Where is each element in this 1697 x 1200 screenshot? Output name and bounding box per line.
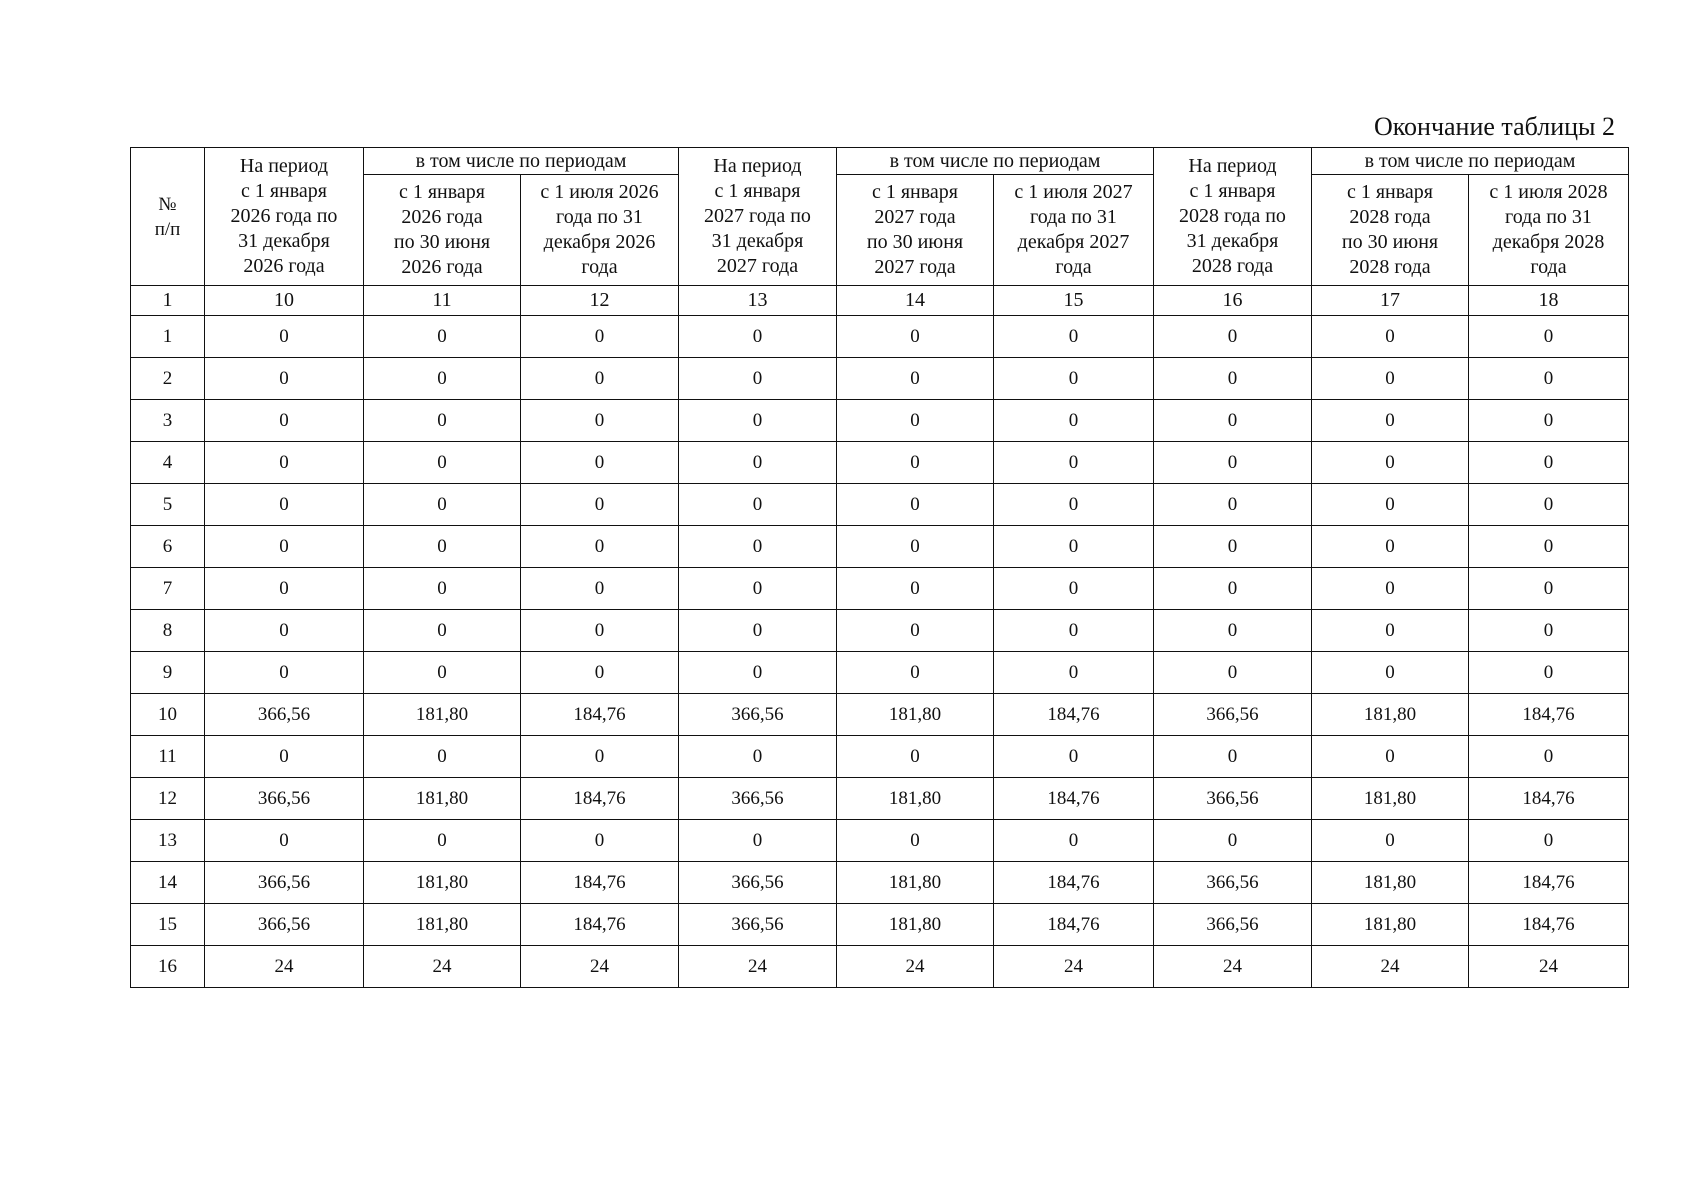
table-cell: 0	[679, 358, 837, 400]
table-cell: 184,76	[521, 694, 679, 736]
table-cell: 184,76	[994, 862, 1154, 904]
table-cell: 0	[205, 316, 364, 358]
header-h1-2028	[1312, 175, 1469, 286]
table-row	[131, 610, 1629, 652]
table-cell: 0	[1469, 316, 1629, 358]
column-number-cell: 12	[521, 286, 679, 316]
row-number-cell: 3	[131, 400, 205, 442]
table-cell: 0	[994, 652, 1154, 694]
table-body	[131, 286, 1629, 988]
header-period-2028	[1154, 148, 1312, 286]
table-cell: 184,76	[1469, 904, 1629, 946]
table-cell: 366,56	[679, 694, 837, 736]
table-cell: 24	[994, 946, 1154, 988]
table-row	[131, 316, 1629, 358]
table-cell: 0	[364, 400, 521, 442]
table-cell: 181,80	[1312, 862, 1469, 904]
table-row	[131, 736, 1629, 778]
table-cell: 0	[364, 316, 521, 358]
header-period-2027-label: На период с 1 января 2027 года по 31 декабря 2027 года	[704, 155, 811, 277]
column-number-cell: 13	[679, 286, 837, 316]
table-cell: 0	[837, 820, 994, 862]
column-number-cell: 18	[1469, 286, 1629, 316]
table-cell: 0	[994, 736, 1154, 778]
table-cell: 24	[679, 946, 837, 988]
table-cell: 0	[1312, 316, 1469, 358]
header-h2-2027	[994, 175, 1154, 286]
table-cell: 366,56	[205, 694, 364, 736]
row-number-cell: 9	[131, 652, 205, 694]
data-table	[130, 147, 1629, 988]
table-cell: 0	[1154, 484, 1312, 526]
table-cell: 0	[521, 652, 679, 694]
table-cell: 0	[1154, 736, 1312, 778]
table-header	[131, 148, 1629, 286]
column-number-cell: 15	[994, 286, 1154, 316]
table-cell: 0	[994, 820, 1154, 862]
table-row	[131, 694, 1629, 736]
header-period-2026	[205, 148, 364, 286]
table-cell: 0	[837, 442, 994, 484]
table-cell: 0	[205, 526, 364, 568]
table-cell: 0	[521, 526, 679, 568]
header-h1-2028-label: с 1 января 2028 года по 30 июня 2028 года	[1341, 181, 1439, 278]
row-number-cell: 4	[131, 442, 205, 484]
table-caption: Окончание таблицы 2	[1373, 112, 1615, 141]
table-cell: 366,56	[205, 862, 364, 904]
column-number-cell: 11	[364, 286, 521, 316]
table-cell: 184,76	[1469, 694, 1629, 736]
table-cell: 0	[1312, 442, 1469, 484]
table-cell: 0	[679, 442, 837, 484]
table-cell: 181,80	[1312, 694, 1469, 736]
table-row	[131, 400, 1629, 442]
table-cell: 0	[1469, 484, 1629, 526]
table-cell: 0	[994, 610, 1154, 652]
table-cell: 0	[521, 820, 679, 862]
table-cell: 0	[205, 400, 364, 442]
row-number-cell: 15	[131, 904, 205, 946]
row-number-cell: 14	[131, 862, 205, 904]
table-cell: 366,56	[205, 778, 364, 820]
table-cell: 0	[1154, 442, 1312, 484]
table-cell: 0	[994, 442, 1154, 484]
header-h2-2026	[521, 175, 679, 286]
table-cell: 0	[205, 358, 364, 400]
table-cell: 0	[364, 484, 521, 526]
table-cell: 0	[205, 442, 364, 484]
header-h1-2026	[364, 175, 521, 286]
table-cell: 0	[994, 568, 1154, 610]
header-h1-2027	[837, 175, 994, 286]
table-cell: 181,80	[837, 778, 994, 820]
table-cell: 0	[1312, 484, 1469, 526]
table-cell: 184,76	[1469, 862, 1629, 904]
table-row	[131, 358, 1629, 400]
table-row	[131, 820, 1629, 862]
table-cell: 0	[679, 736, 837, 778]
table-cell: 0	[1312, 358, 1469, 400]
table-cell: 0	[1469, 358, 1629, 400]
header-row-number-label: № п/п	[154, 193, 181, 240]
table-cell: 0	[364, 652, 521, 694]
column-number-cell: 10	[205, 286, 364, 316]
table-cell: 0	[521, 484, 679, 526]
header-period-2028-label: На период с 1 января 2028 года по 31 декабря 2028 года	[1179, 155, 1286, 277]
header-h1-2026-label: с 1 января 2026 года по 30 июня 2026 года	[393, 181, 491, 278]
table-cell: 0	[679, 400, 837, 442]
table-cell: 0	[521, 610, 679, 652]
table-cell: 0	[364, 442, 521, 484]
table-cell: 0	[837, 610, 994, 652]
table-cell: 0	[521, 358, 679, 400]
table-cell: 0	[205, 568, 364, 610]
table-cell: 0	[1154, 316, 1312, 358]
table-cell: 0	[205, 484, 364, 526]
header-h2-2028-label: с 1 июля 2028 года по 31 декабря 2028 года	[1489, 181, 1608, 278]
table-cell: 0	[837, 736, 994, 778]
table-cell: 0	[994, 400, 1154, 442]
column-number-cell: 14	[837, 286, 994, 316]
table-cell: 0	[679, 652, 837, 694]
table-cell: 0	[994, 484, 1154, 526]
table-cell: 0	[679, 820, 837, 862]
table-cell: 184,76	[1469, 778, 1629, 820]
table-cell: 0	[1312, 400, 1469, 442]
table-cell: 0	[679, 568, 837, 610]
table-row	[131, 442, 1629, 484]
table-cell: 0	[1312, 820, 1469, 862]
table-cell: 0	[1469, 400, 1629, 442]
table-cell: 0	[994, 526, 1154, 568]
table-cell: 181,80	[364, 862, 521, 904]
table-cell: 184,76	[521, 778, 679, 820]
table-cell: 0	[364, 568, 521, 610]
row-number-cell: 10	[131, 694, 205, 736]
table-cell: 366,56	[679, 862, 837, 904]
column-number-row	[131, 286, 1629, 316]
column-number-cell: 17	[1312, 286, 1469, 316]
table-cell: 0	[521, 736, 679, 778]
table-cell: 0	[1154, 610, 1312, 652]
row-number-cell: 6	[131, 526, 205, 568]
header-subperiods-2026-label: в том числе по периодам	[415, 149, 627, 172]
table-cell: 0	[364, 820, 521, 862]
table-cell: 181,80	[364, 778, 521, 820]
table-cell: 366,56	[679, 904, 837, 946]
table-cell: 0	[1154, 400, 1312, 442]
table-cell: 0	[679, 316, 837, 358]
table-cell: 0	[837, 652, 994, 694]
header-row-number	[131, 148, 205, 286]
row-number-cell: 7	[131, 568, 205, 610]
table-cell: 184,76	[521, 904, 679, 946]
header-subperiods-2028	[1312, 148, 1629, 175]
row-number-cell: 12	[131, 778, 205, 820]
row-number-cell: 5	[131, 484, 205, 526]
table-cell: 0	[1469, 610, 1629, 652]
table-cell: 181,80	[837, 862, 994, 904]
table-cell: 0	[837, 400, 994, 442]
row-number-cell: 16	[131, 946, 205, 988]
header-period-2027	[679, 148, 837, 286]
table-row	[131, 484, 1629, 526]
column-number-cell: 1	[131, 286, 205, 316]
table-cell: 0	[205, 820, 364, 862]
table-cell: 24	[205, 946, 364, 988]
table-cell: 0	[1154, 526, 1312, 568]
table-cell: 181,80	[837, 694, 994, 736]
table-cell: 181,80	[364, 904, 521, 946]
header-subperiods-2027-label: в том числе по периодам	[889, 149, 1101, 172]
table-cell: 0	[837, 358, 994, 400]
table-cell: 0	[1154, 358, 1312, 400]
row-number-cell: 13	[131, 820, 205, 862]
table-cell: 0	[521, 568, 679, 610]
row-number-cell: 2	[131, 358, 205, 400]
table-row	[131, 568, 1629, 610]
header-subperiods-2028-label: в том числе по периодам	[1364, 149, 1576, 172]
table-cell: 0	[1154, 568, 1312, 610]
table-cell: 24	[1312, 946, 1469, 988]
table-cell: 366,56	[679, 778, 837, 820]
table-cell: 184,76	[521, 862, 679, 904]
table-cell: 0	[1312, 526, 1469, 568]
table-cell: 24	[521, 946, 679, 988]
table-cell: 0	[1469, 820, 1629, 862]
table-cell: 0	[1469, 652, 1629, 694]
table-cell: 0	[1469, 736, 1629, 778]
table-cell: 0	[205, 736, 364, 778]
table-cell: 0	[1469, 526, 1629, 568]
header-h2-2027-label: с 1 июля 2027 года по 31 декабря 2027 года	[1014, 181, 1133, 278]
table-cell: 0	[1154, 820, 1312, 862]
table-cell: 0	[994, 358, 1154, 400]
table-cell: 181,80	[1312, 904, 1469, 946]
table-cell: 184,76	[994, 694, 1154, 736]
table-cell: 366,56	[1154, 778, 1312, 820]
table-cell: 184,76	[994, 778, 1154, 820]
table-cell: 366,56	[1154, 862, 1312, 904]
table-cell: 24	[1154, 946, 1312, 988]
header-h1-2027-label: с 1 января 2027 года по 30 июня 2027 года	[866, 181, 964, 278]
header-subperiods-2026	[364, 148, 679, 175]
table-cell: 0	[521, 442, 679, 484]
table-cell: 0	[1312, 736, 1469, 778]
table-cell: 0	[364, 736, 521, 778]
table-cell: 181,80	[837, 904, 994, 946]
table-row	[131, 526, 1629, 568]
column-number-cell: 16	[1154, 286, 1312, 316]
table-cell: 0	[205, 610, 364, 652]
table-cell: 0	[837, 484, 994, 526]
table-cell: 0	[679, 610, 837, 652]
table-cell: 0	[1154, 652, 1312, 694]
table-cell: 0	[205, 652, 364, 694]
table-cell: 0	[1312, 652, 1469, 694]
table-cell: 366,56	[205, 904, 364, 946]
table-row	[131, 946, 1629, 988]
table-cell: 24	[364, 946, 521, 988]
table-cell: 0	[837, 316, 994, 358]
table-cell: 0	[679, 526, 837, 568]
row-number-cell: 1	[131, 316, 205, 358]
table-cell: 0	[364, 358, 521, 400]
table-cell: 0	[1312, 610, 1469, 652]
table-cell: 0	[837, 526, 994, 568]
table-cell: 0	[837, 568, 994, 610]
table-cell: 366,56	[1154, 694, 1312, 736]
header-subperiods-2027	[837, 148, 1154, 175]
table-cell: 0	[1312, 568, 1469, 610]
table-cell: 24	[1469, 946, 1629, 988]
table-cell: 0	[679, 484, 837, 526]
table-cell: 0	[364, 610, 521, 652]
table-row	[131, 652, 1629, 694]
table-cell: 184,76	[994, 904, 1154, 946]
header-h2-2028	[1469, 175, 1629, 286]
table-cell: 0	[1469, 568, 1629, 610]
table-cell: 0	[521, 316, 679, 358]
table-cell: 0	[521, 400, 679, 442]
table-cell: 0	[994, 316, 1154, 358]
table-cell: 366,56	[1154, 904, 1312, 946]
table-cell: 181,80	[364, 694, 521, 736]
header-period-2026-label: На период с 1 января 2026 года по 31 декабря 2026 года	[230, 155, 338, 277]
table-row	[131, 862, 1629, 904]
table-cell: 0	[364, 526, 521, 568]
table-cell: 24	[837, 946, 994, 988]
table-cell: 181,80	[1312, 778, 1469, 820]
row-number-cell: 8	[131, 610, 205, 652]
table-row	[131, 778, 1629, 820]
row-number-cell: 11	[131, 736, 205, 778]
table-cell: 0	[1469, 442, 1629, 484]
table-row	[131, 904, 1629, 946]
header-h2-2026-label: с 1 июля 2026 года по 31 декабря 2026 года	[540, 181, 659, 278]
